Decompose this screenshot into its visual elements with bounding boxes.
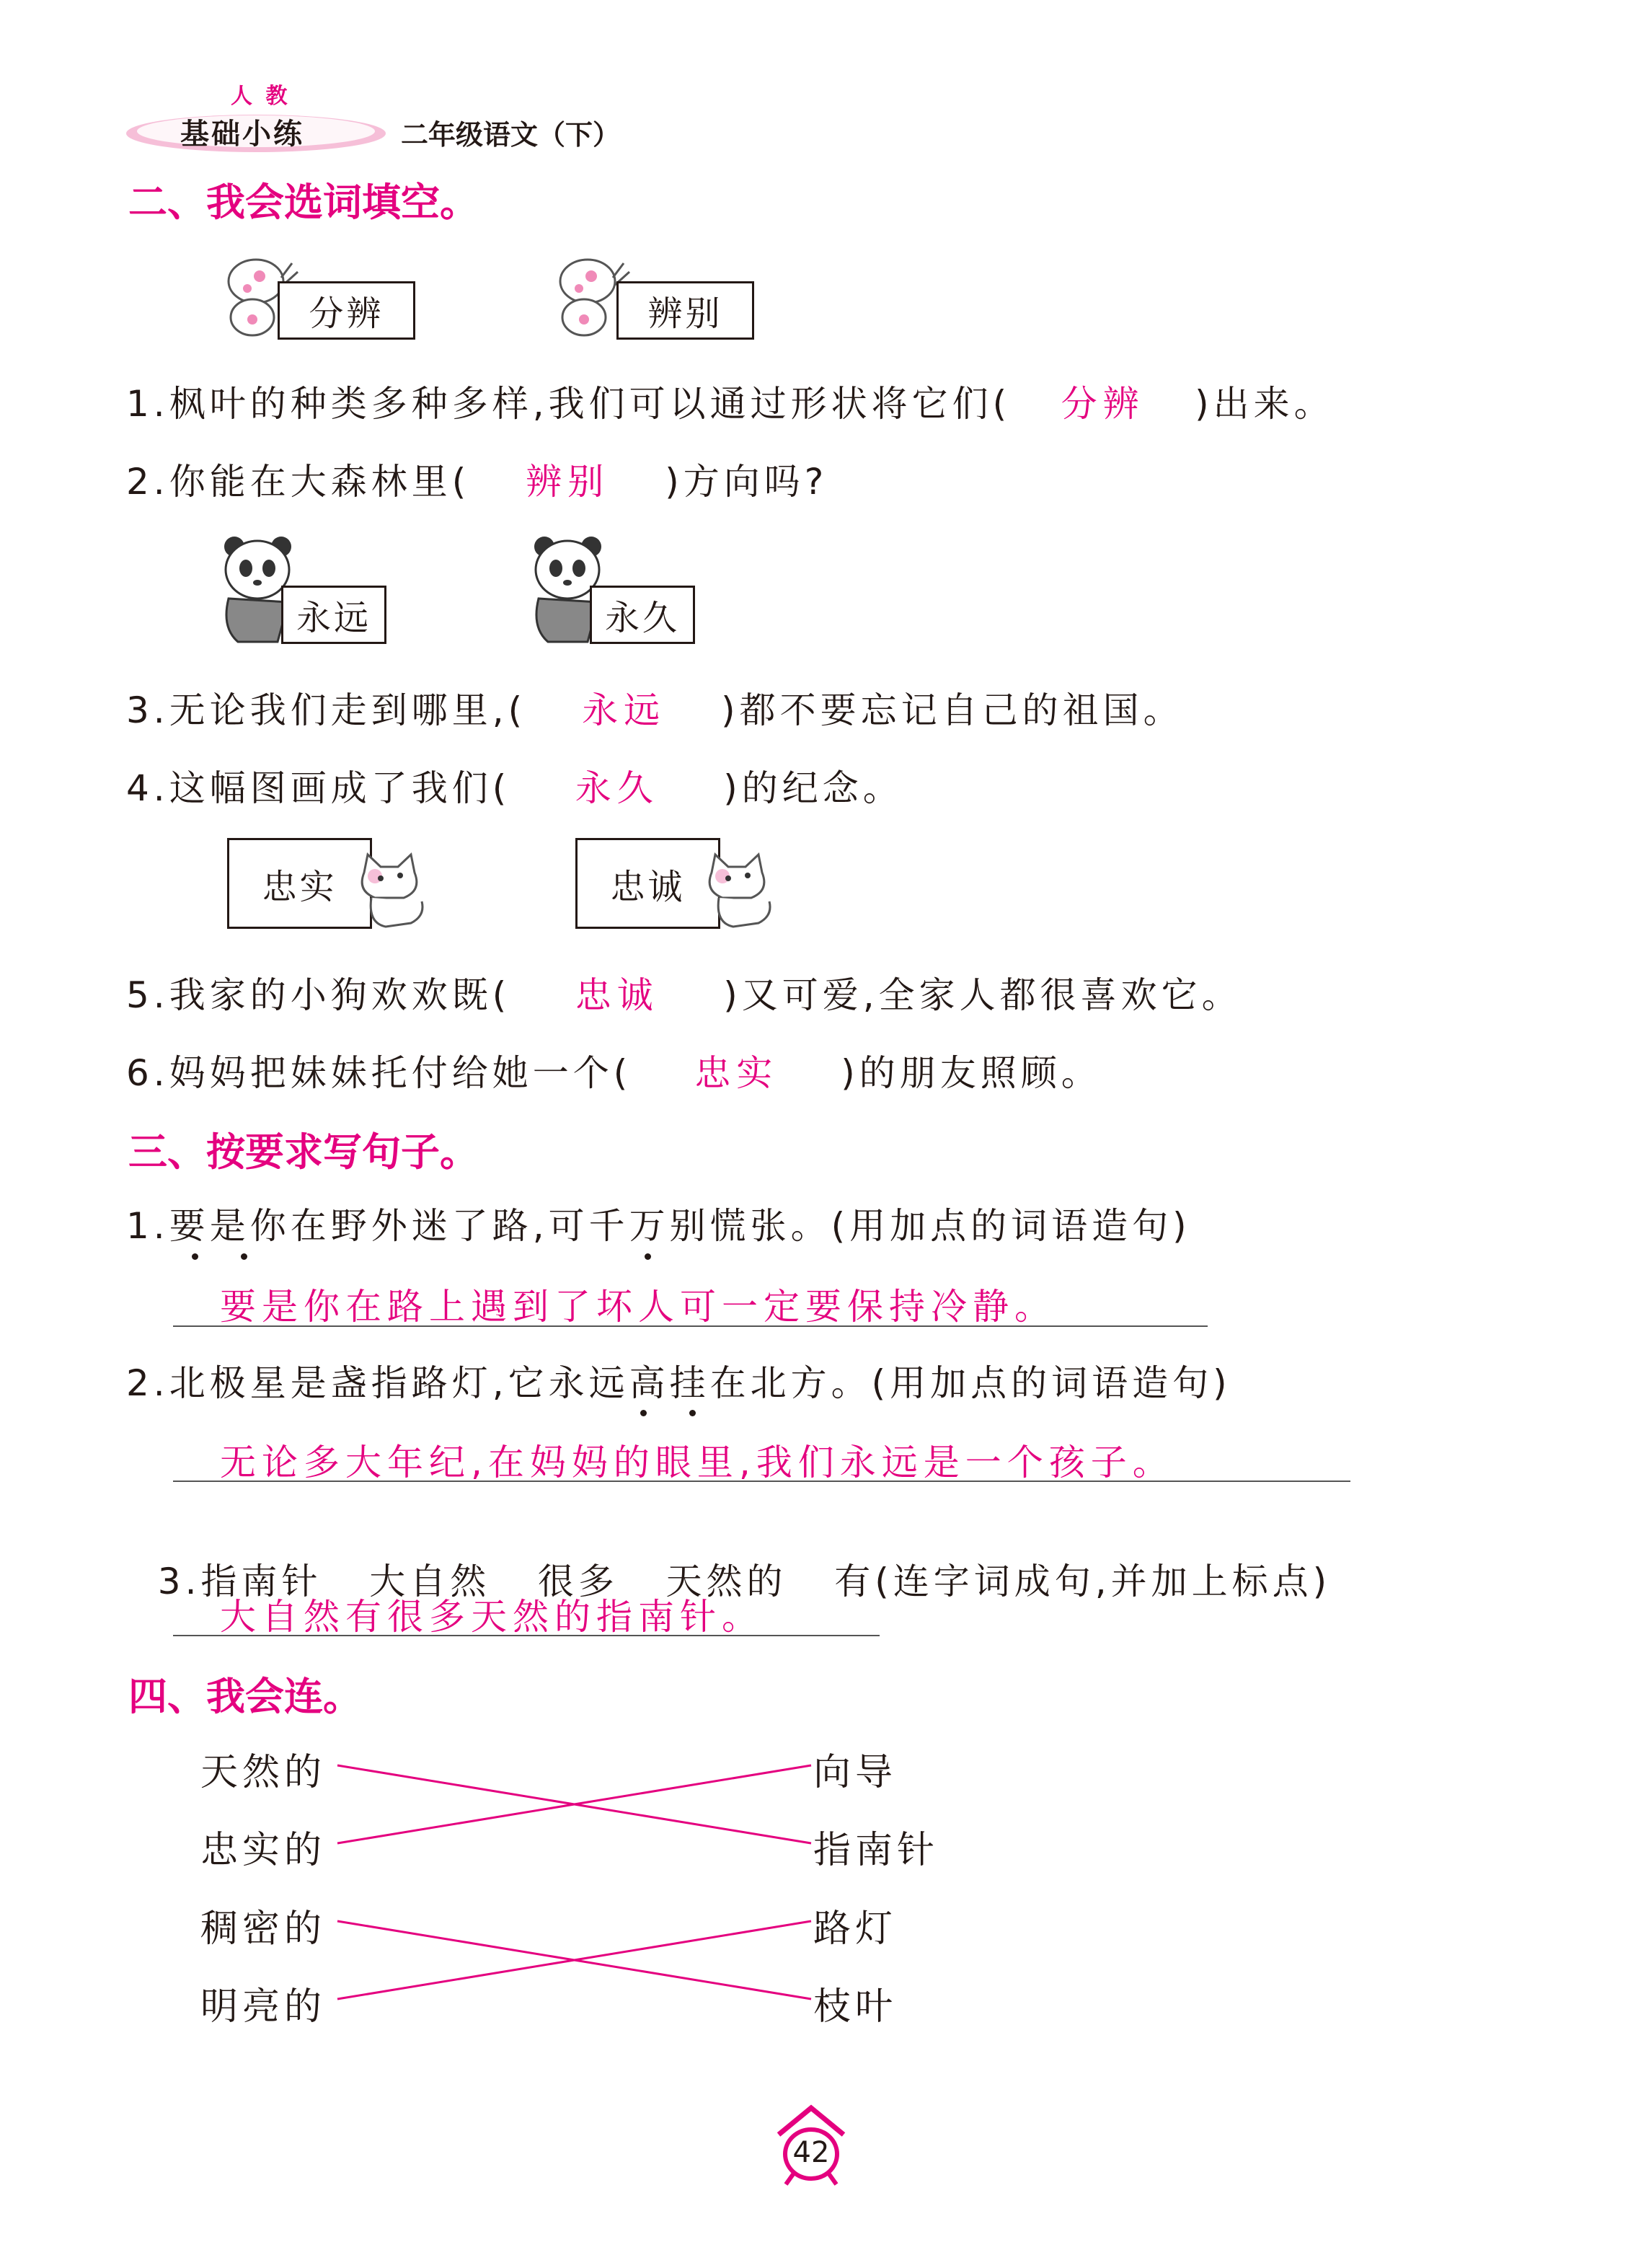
question-text: )出来。 (1195, 383, 1335, 425)
question-number: 4. (126, 767, 169, 809)
section3-title: 三、按要求写句子。 (128, 1129, 479, 1175)
question-text: )都不要忘记自己的祖国。 (721, 689, 1184, 731)
question-text: 北极星是盏指路灯,它永远高挂在北方。(用加点的词语造句) (169, 1362, 1231, 1404)
question-text: 我家的小狗欢欢既( (169, 974, 511, 1016)
word-box-yongyuan: 永远 (281, 586, 386, 644)
question-number: 2. (126, 461, 169, 503)
left-word[interactable]: 稠密的 (200, 1907, 327, 1951)
question-text: )又可爱,全家人都很喜欢它。 (723, 974, 1242, 1016)
word-box-bianbie: 辨别 (616, 281, 754, 340)
word-box-zhongcheng: 忠诚 (575, 838, 720, 929)
header-grade-subject: 二年级语文（下） (401, 119, 621, 151)
header-publisher: 人 教 (231, 84, 291, 109)
left-word[interactable]: 天然的 (200, 1751, 327, 1794)
question-number: 1. (126, 1205, 169, 1247)
question-number: 3. (157, 1561, 201, 1602)
answer-text: 忠实 (694, 1052, 779, 1094)
answer-text: 辨别 (526, 461, 610, 503)
answer-text: 永远 (582, 689, 666, 731)
right-word[interactable]: 向导 (813, 1751, 898, 1794)
answer-text: 分辨 (1061, 383, 1145, 425)
right-word[interactable]: 枝叶 (813, 1985, 898, 2029)
question-text: )的纪念。 (723, 767, 903, 809)
question-text: )方向吗? (665, 461, 828, 503)
question-number: 2. (126, 1362, 169, 1404)
left-word[interactable]: 忠实的 (200, 1829, 327, 1872)
answer-text: 要是你在路上遇到了坏人可一定要保持冷静。 (220, 1286, 1056, 1328)
answer-text: 大自然有很多天然的指南针。 (220, 1596, 764, 1638)
question-text: 无论我们走到哪里,( (169, 689, 527, 731)
question-number: 3. (126, 689, 169, 731)
question-text: 你能在大森林里( (169, 461, 471, 503)
answer-text: 无论多大年纪,在妈妈的眼里,我们永远是一个孩子。 (220, 1442, 1174, 1483)
word-box-zhongshi: 忠实 (227, 838, 372, 929)
page-number: 42 (792, 2136, 830, 2169)
section2-title: 二、我会选词填空。 (128, 180, 479, 225)
right-word[interactable]: 指南针 (813, 1829, 939, 1872)
question-text: 指南针 大自然 很多 天然的 有(连字词成句,并加上标点) (200, 1561, 1332, 1602)
word-box-yongjiu: 永久 (590, 586, 695, 644)
header-series: 基础小练 (180, 118, 304, 151)
question-text: )的朋友照顾。 (841, 1052, 1102, 1094)
question-number: 1. (126, 383, 169, 425)
question-number: 6. (126, 1052, 169, 1094)
question-text: 妈妈把妹妹托付给她一个( (169, 1052, 632, 1094)
left-word[interactable]: 明亮的 (200, 1985, 327, 2029)
section4-title: 四、我会连。 (128, 1674, 362, 1719)
question-number: 5. (126, 974, 169, 1016)
answer-text: 永久 (575, 767, 659, 809)
word-box-fenbian: 分辨 (278, 281, 415, 340)
question-text: 要是你在野外迷了路,可千万别慌张。(用加点的词语造句) (169, 1205, 1191, 1247)
question-text: 枫叶的种类多种多样,我们可以通过形状将它们( (169, 383, 1012, 425)
right-word[interactable]: 路灯 (813, 1907, 898, 1951)
answer-text: 忠诚 (575, 974, 659, 1016)
question-text: 这幅图画成了我们( (169, 767, 511, 809)
